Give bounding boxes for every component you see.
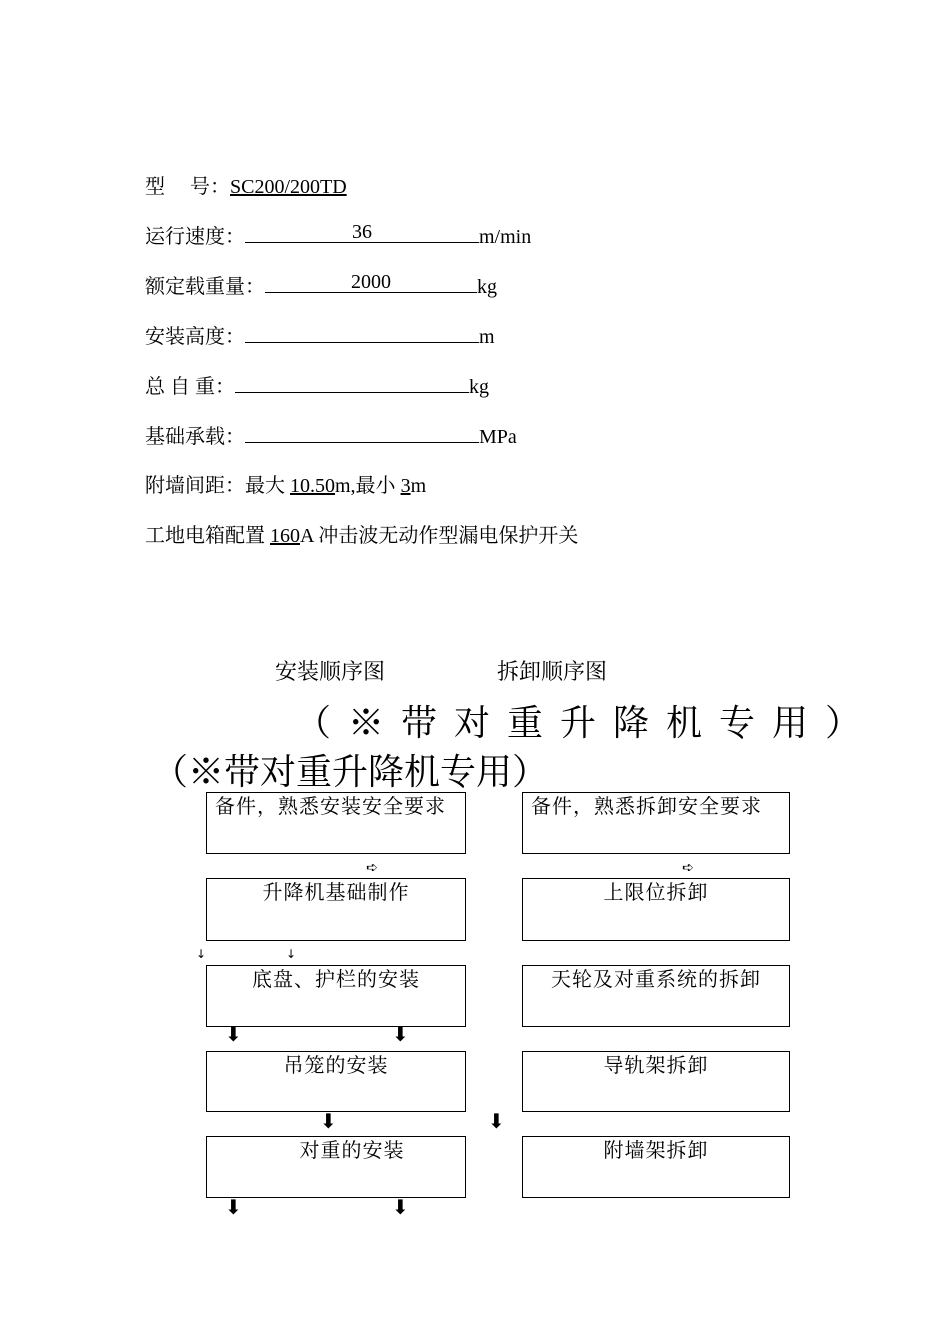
remove-step-3: 天轮及对重系统的拆卸 <box>522 965 790 1027</box>
weight-line <box>145 370 489 399</box>
install-step-4: 吊笼的安装 <box>206 1051 466 1112</box>
foundation-label: 基础承载： <box>145 426 245 448</box>
electric-box-line <box>145 519 578 548</box>
wall-max: 10.50 <box>290 475 335 497</box>
install-step-3: 底盘、护栏的安装 <box>206 965 466 1027</box>
load-blank <box>265 271 477 293</box>
remove-step-1: 备件，熟悉拆卸安全要求 <box>522 792 790 854</box>
box-suffix: A 冲击波无动作型漏电保护开关 <box>300 525 579 547</box>
speed-unit: m/min <box>479 226 532 248</box>
remove-step-2: 上限位拆卸 <box>522 878 790 941</box>
weight-blank <box>235 374 469 393</box>
wall-mid: m,最小 <box>335 475 401 497</box>
down-arrow-icon: ⬇ <box>225 1195 242 1219</box>
wall-label: 附墙间距：最大 <box>145 475 290 497</box>
remove-title: 拆卸顺序图 <box>497 659 608 684</box>
install-title: 安装顺序图 <box>275 659 386 684</box>
height-line <box>145 320 495 349</box>
weight-unit: kg <box>469 376 489 398</box>
down-arrow-icon: ⬇ <box>320 1109 337 1133</box>
down-arrow-icon: ⬇ <box>392 1022 409 1046</box>
model-line <box>145 170 347 199</box>
height-blank <box>245 324 479 343</box>
install-step-2: 升降机基础制作 <box>206 878 466 941</box>
load-label: 额定载重量： <box>145 276 265 298</box>
down-arrow-icon: ⬇ <box>488 1109 505 1133</box>
arrow-icon: ➪ <box>682 860 694 876</box>
model-label: 型 号： <box>145 176 230 198</box>
note: （※带对重升降机专用） <box>152 752 549 792</box>
install-step-1: 备件，熟悉安装安全要求 <box>206 792 466 854</box>
remove-step-4: 导轨架拆卸 <box>522 1051 790 1112</box>
height-unit: m <box>479 326 495 348</box>
foundation-blank <box>245 424 479 443</box>
speed-line <box>145 220 531 249</box>
down-arrow-icon: ⬇ <box>392 1195 409 1219</box>
speed-blank <box>245 221 479 243</box>
down-arrow-icon: ↓ <box>196 947 207 961</box>
load-value: 2000 <box>351 271 391 293</box>
height-label: 安装高度： <box>145 326 245 348</box>
load-unit: kg <box>477 276 497 298</box>
down-arrow-icon: ⬇ <box>225 1022 242 1046</box>
load-line <box>145 270 497 299</box>
note-spaced: （※带对重升降机专用） <box>295 703 879 743</box>
down-arrow-icon: ↓ <box>286 947 297 961</box>
install-step-5: 对重的安装 <box>206 1136 466 1198</box>
speed-value: 36 <box>352 221 372 243</box>
model-value: SC200/200TD <box>230 176 347 198</box>
wall-end: m <box>410 475 427 497</box>
arrow-icon: ➪ <box>366 860 378 876</box>
weight-label: 总 自 重： <box>145 376 235 398</box>
box-amp: 160 <box>270 525 300 547</box>
foundation-unit: MPa <box>479 426 517 448</box>
wall-min: 3 <box>400 475 411 497</box>
wall-line <box>145 469 426 498</box>
speed-label: 运行速度： <box>145 226 245 248</box>
box-prefix: 工地电箱配置 <box>145 525 270 547</box>
remove-step-5: 附墙架拆卸 <box>522 1136 790 1198</box>
foundation-line <box>145 420 517 449</box>
